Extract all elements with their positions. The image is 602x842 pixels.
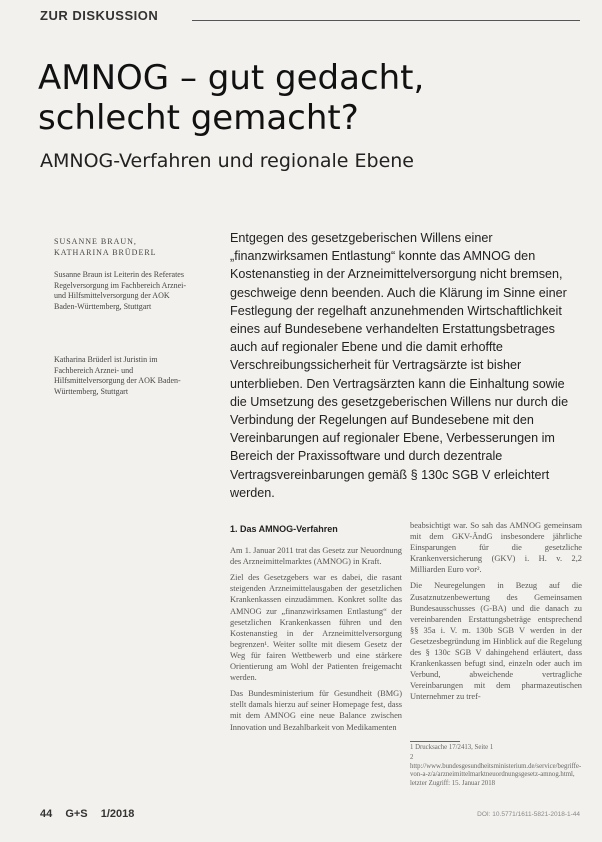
issue-number: 1/2018 — [100, 808, 135, 820]
body-column-right — [410, 520, 582, 708]
body-paragraph: Ziel des Gesetzgebers war es dabei, die rasant steigenden Arzneimittelausgaben der gesetzlichen Krankenkassen einzudämmen. Konkret sollte das AMNOG zur „finanzwirksamen Entlastung“ der gesetzlichen Krankenkassen führen und den Kostenanstieg in der Arzneimittelversorgung begrenzen¹. Weiter sollte mit diesem Gesetz der Weg für fairen Wettbewerb und eine stärkere Orientierung am Wohl der Patienten freigemacht werden. — [230, 573, 402, 683]
body-column-left — [230, 524, 402, 738]
section-heading: 1. Das AMNOG-Verfahren — [230, 524, 338, 534]
author-name: SUSANNE BRAUN, — [54, 237, 137, 246]
page-footer — [40, 808, 144, 820]
section-label: ZUR DISKUSSION — [40, 8, 159, 23]
title-line-2: schlecht gemacht? — [38, 98, 359, 138]
lead-paragraph: Entgegen des gesetzgeberischen Willens einer „finanzwirksamen Entlastung“ konnte das AMNOG den Kostenanstieg in der Arzneimittelversorgung nicht bremsen, geschweige denn beenden. Auch die Klärung im Sinne einer Festlegung der regelhaft anzunehmenden Wirtschaftlichkeit eines auf Bundesebene verhandelten Erstattungsbetrages auch auf regionaler Ebene und die damit erhoffte Verschreibungssicherheit für Vertragsärzte ist bisher unterblieben. Den Vertragsärzten kann die Einhaltung sowie die Umsetzung des gesetzgeberischen Willens nur durch die Verbindung der Regelungen auf Bundesebene mit den Vereinbarungen auf regionaler Ebene, Verbesserungen im Bereich der Praxissoftware und durch dezentrale Vertragsvereinbarungen gemäß § 130c SGB V erleichtert werden. — [230, 231, 569, 500]
author-list — [54, 236, 204, 258]
author-bio: Katharina Brüderl ist Juristin im Fachbereich Arznei- und Hilfsmittelversorgung der AOK Baden-Württemberg, Stuttgart — [54, 355, 181, 396]
article-subtitle: AMNOG-Verfahren und regionale Ebene — [40, 150, 414, 172]
body-paragraph: Die Neuregelungen in Bezug auf die Zusatznutzenbewertung des Gemeinsamen Bundesausschusses (G-BA) und die danach zu vereinbarenden Erstattungsbeträge entsprechend §§ 35a i. V. m. 130b SGB V werden in der Gesetzesbegründung im Hinblick auf die Regelung des § 130c SGB V dahingehend erläutert, dass Krankenkassen befugt sind, einzeln oder auch im Verbund, abweichende vertragliche Vereinbarungen mit dem pharmazeutischen Unternehmer zu tref- — [410, 581, 582, 702]
body-paragraph: Am 1. Januar 2011 trat das Gesetz zur Neuordnung des Arzneimittelmarktes (AMNOG) in Kraft. — [230, 546, 402, 567]
author-bio: Susanne Braun ist Leiterin des Referates Regelversorgung im Fachbereich Arznei- und Hilfsmittelversorgung der AOK Baden-Württemberg, Stuttgart — [54, 270, 187, 311]
article-title — [38, 58, 578, 138]
footnotes — [410, 744, 582, 790]
title-line-1: AMNOG – gut gedacht, — [38, 58, 425, 98]
page-number: 44 — [40, 808, 53, 820]
author-name: KATHARINA BRÜDERL — [54, 248, 157, 257]
footnote-rule — [410, 741, 460, 742]
body-paragraph: beabsichtigt war. So sah das AMNOG gemeinsam mit dem GKV-ÄndG insbesondere jährliche Einsparungen für die gesetzliche Krankenversicherung (GKV) i. H. v. 2,2 Milliarden Euro vor². — [410, 521, 582, 575]
section-rule — [192, 20, 580, 21]
journal-name: G+S — [65, 808, 88, 820]
doi: DOI: 10.5771/1611-5821-2018-1-44 — [477, 811, 580, 818]
body-paragraph: Das Bundesministerium für Gesundheit (BMG) stellt damals hierzu auf seiner Homepage fest, dass mit dem AMNOG eine neue Balance zwischen Innovation und Bezahlbarkeit von Medikamenten — [230, 689, 402, 732]
footnote: 2 http://www.bundesgesundheitsministerium.de/service/begriffe-von-a-z/a/arzneimittelmarktneuordnungsgesetz-amnog.html, letzter Zugriff: 15. Januar 2018 — [410, 754, 582, 787]
footnote: 1 Drucksache 17/2413, Seite 1 — [410, 744, 494, 751]
